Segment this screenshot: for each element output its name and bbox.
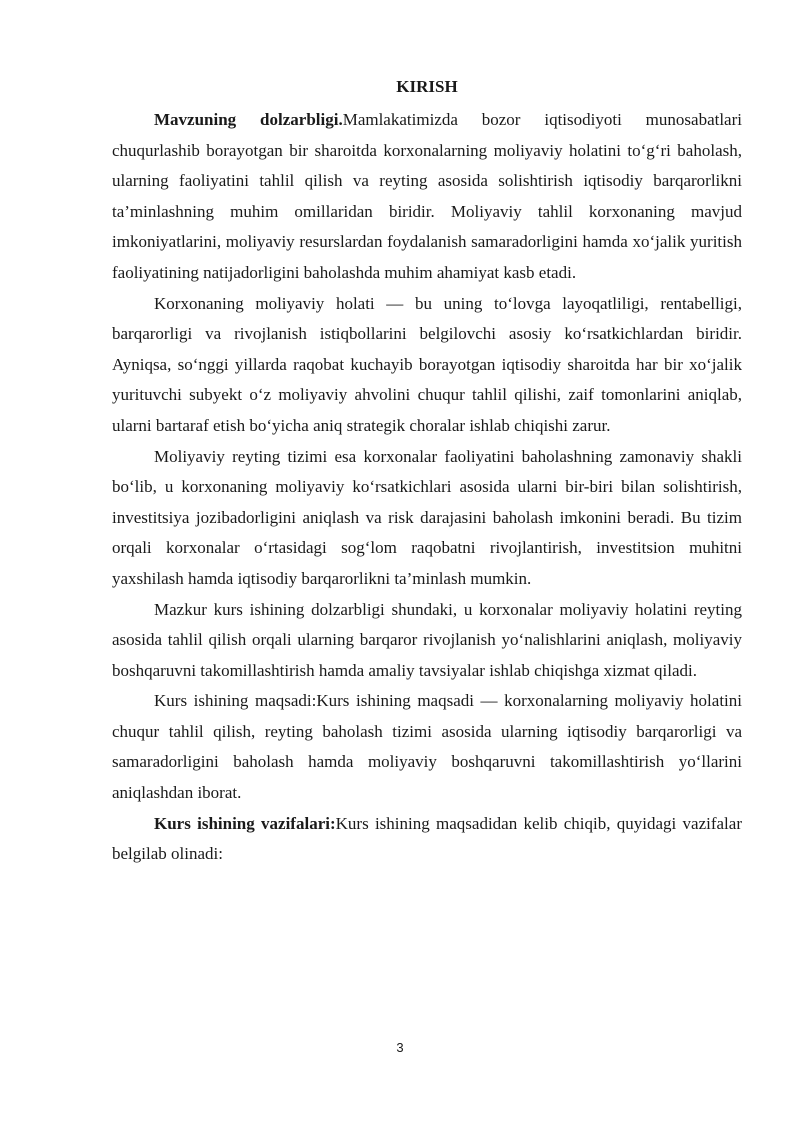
page-content — [112, 72, 742, 870]
paragraph-course-tasks — [112, 809, 742, 870]
paragraph-text: Korxonaning moliyaviy holati — bu uning to‘lovga layoqatliligi, rentabelligi, barqarorligi va rivojlanish istiqbollarini belgilovchi asosiy ko‘rsatkichlardan biridir. Ayniqsa, so‘nggi yillarda raqobat kuchayib borayotgan iqtisodiy sharoitda har bir xo‘jalik yurituvchi subyekt o‘z moliyaviy ahvolini chuqur tahlil qilishi, zaif tomonlarini aniqlab, ularni bartaraf etish bo‘yicha aniq strategik choralar ishlab chiqishi zarur. — [112, 293, 742, 435]
paragraph-lead: Mavzuning dolzarbligi. — [154, 110, 343, 129]
paragraph-lead: Kurs ishining vazifalari: — [154, 813, 336, 833]
paragraph-text: Kurs ishining maqsadi:Kurs ishining maqsadi — korxonalarning moliyaviy holatini chuqur tahlil qilish, reyting baholash tizimi asosida ularning iqtisodiy barqarorligi va samaradorligini baholash hamda moliyaviy boshqaruvni takomillashtirish yo‘llarini aniqlashdan iborat. — [112, 691, 742, 803]
paragraph-text: Mamlakatimizda bozor iqtisodiyoti munosabatlari chuqurlashib borayotgan bir sharoitda korxonalarning moliyaviy holatini to‘g‘ri baholash, ularning faoliyatini tahlil qilish va reyting asosida solishtirish iqtisodiy barqarorlikni ta’minlashning muhim omillaridan biridir. Moliyaviy tahlil korxonaning mavjud imkoniyatlarini, moliyaviy resurslardan foydalanish samaradorligini hamda xo‘jalik yuritish faoliyatining natijadorligini baholashda muhim ahamiyat kasb etadi. — [112, 110, 742, 282]
paragraph-text: Moliyaviy reyting tizimi esa korxonalar faoliyatini baholashning zamonaviy shakli bo‘lib, u korxonaning moliyaviy ko‘rsatkichlari asosida ularni bir-biri bilan solishtirish, investitsiya jozibadorligini aniqlash va risk darajasini baholash imkonini beradi. Bu tizim orqali korxonalar o‘rtasidagi sog‘lom raqobatni rivojlantirish, investitsion muhitni yaxshilash hamda iqtisodiy barqarorlikni ta’minlash mumkin. — [112, 446, 742, 588]
paragraph-rating-system — [112, 442, 742, 595]
paragraph-course-relevance — [112, 595, 742, 687]
section-title: KIRISH — [396, 77, 458, 96]
paragraph-course-goal — [112, 686, 742, 808]
page-number: 3 — [396, 1040, 404, 1055]
paragraph-text: Kurs ishining maqsadidan kelib chiqib, quyidagi vazifalar belgilab olinadi: — [112, 813, 742, 864]
paragraph-text: Mazkur kurs ishining dolzarbligi shundaki, u korxonalar moliyaviy holatini reyting asosida tahlil qilish orqali ularning barqaror rivojlanish yo‘nalishlarini aniqlash, moliyaviy boshqaruvni takomillashtirish hamda amaliy tavsiyalar ishlab chiqishga xizmat qiladi. — [112, 599, 742, 680]
paragraph-relevance — [112, 105, 742, 289]
paragraph-financial-condition — [112, 289, 742, 442]
